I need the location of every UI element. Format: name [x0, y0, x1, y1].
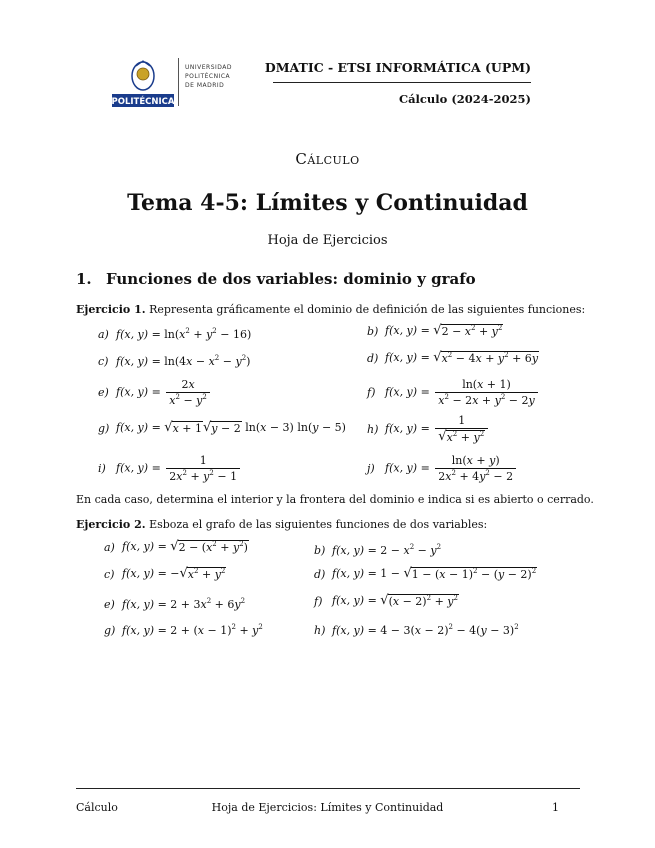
exercise-1-statement — [76, 303, 585, 316]
ex2-formula-b: f(x, $y) = 2 - x^2 - y^2$ — [332, 543, 442, 557]
ex2-formula-e: f(x, $y) = 2 + 3x^2 + 6y^2$ — [122, 597, 246, 611]
ex1-item-a — [98, 328, 251, 341]
ex1-formula-i: f(x, y) = $\frac{1}{2x^2 + y^2 - 1}$ — [116, 454, 242, 483]
ex1-item-i — [98, 454, 242, 483]
ex2-label-h: h) — [314, 624, 326, 637]
ex2-item-e — [104, 598, 245, 611]
ex1-formula-h: f(x, y) = 1 √ $x^2 + y^2$ — [385, 414, 490, 444]
ex1-item-e — [98, 378, 212, 407]
ex2-item-c — [104, 567, 226, 581]
subject-title: Cálculo — [295, 150, 360, 168]
ex1-label-a: a) — [98, 328, 109, 341]
ex2-item-h — [314, 624, 519, 637]
ex2-label-e: e) — [104, 598, 115, 611]
logo-text — [185, 63, 232, 90]
exercise-2-text: Esboza el grafo de las siguientes funciones de dos variables: — [149, 518, 488, 531]
ex2-item-b — [314, 544, 441, 557]
ex1-label-g: g) — [98, 421, 110, 435]
ex1-label-j: j) — [367, 462, 375, 475]
page-title: Tema 4-5: Límites y Continuidad — [127, 190, 528, 216]
exercise-1-text: Representa gráficamente el dominio de definición de las siguientes funciones: — [149, 303, 586, 316]
ex1-item-f — [367, 378, 540, 407]
logo-banner: POLITÉCNICA — [112, 97, 174, 107]
ex1-formula-g: f(x, y) = √ x + 1 √ y − 2 ln(x − 3) ln(y − 5) — [116, 420, 346, 435]
ex1-item-c — [98, 355, 250, 368]
footer-left: Cálculo — [76, 801, 118, 814]
ex2-formula-h: f(x, $y) = 4 - 3(x - 2)^2 - 4(y - 3)^2$ — [332, 623, 519, 637]
ex1-formula-j: f(x, y) = $\frac{\ln(x + y)}{2x^2 + 4y^2 - 2}$ — [385, 454, 518, 483]
ex1-item-g — [98, 421, 346, 435]
logo-line-1: UNIVERSIDAD — [185, 64, 233, 71]
section-title: Funciones de dos variables: dominio y grafo — [106, 270, 476, 288]
ex2-label-c: c) — [104, 567, 115, 581]
course-header: Cálculo (2024-2025) — [398, 92, 531, 106]
ex1-label-b: b) — [367, 324, 379, 338]
ex2-formula-a: f(x, y) = √ $2 - (x^2 + y^2)$ — [122, 539, 248, 554]
ex1-formula-b: f(x, y) = √ $2 - x^2 + y^2$ — [385, 323, 503, 338]
sheet-subtitle: Hoja de Ejercicios — [267, 233, 388, 248]
ex2-formula-d: f(x, y) = 1 − √ $1 - (x - 1)^2 - (y - 2)^2$ — [332, 566, 537, 581]
ex2-label-a: a) — [104, 540, 115, 554]
exercise-1-note: En cada caso, determina el interior y la frontera del dominio e indica si es abierto o cerrado. — [76, 493, 594, 506]
ex2-label-b: b) — [314, 544, 326, 557]
ex1-formula-d: f(x, y) = √ $x^2 - 4x + y^2 + 6y$ — [385, 350, 539, 365]
header-rule — [273, 82, 531, 83]
exercise-2-label: Ejercicio 2. — [76, 518, 146, 531]
ex1-label-h: h) — [367, 422, 379, 436]
ex2-formula-f: f(x, y) = √ $(x - 2)^2 + y^2$ — [332, 593, 458, 608]
logo-separator — [178, 58, 179, 106]
department-header: DMATIC - ETSI INFORMÁTICA (UPM) — [264, 60, 531, 75]
ex1-label-i: i) — [98, 462, 106, 475]
page-number: 1 — [552, 801, 559, 814]
footer-center: Hoja de Ejercicios: Límites y Continuidad — [211, 801, 444, 814]
ex1-item-j — [367, 454, 518, 483]
ex2-item-g — [104, 624, 263, 637]
exercise-2-statement — [76, 518, 487, 531]
ex1-item-d — [367, 351, 539, 365]
ex1-label-c: c) — [98, 355, 109, 368]
ex1-formula-e: f(x, y) = $\frac{2x}{x^2 - y^2}$ — [116, 378, 212, 407]
ex1-item-b — [367, 324, 503, 338]
ex2-label-g: g) — [104, 624, 116, 637]
ex1-label-d: d) — [367, 351, 379, 365]
section-number: 1. — [76, 270, 92, 288]
ex2-label-d: d) — [314, 567, 326, 581]
logo-line-3: DE MADRID — [185, 82, 225, 89]
ex1-formula-c: f(x, $y) = \ln(4x - x^2 - y^2)$ — [116, 354, 251, 368]
ex2-formula-g: f(x, $y) = 2 + (x - 1)^2 + y^2$ — [122, 623, 263, 637]
ex1-item-h — [367, 414, 490, 444]
ex2-item-d — [314, 567, 537, 581]
ex1-label-f: f) — [367, 386, 376, 399]
ex2-item-f — [314, 594, 459, 608]
ex1-formula-a: f(x, $y) = \ln(x^2 + y^2 - 16)$ — [116, 327, 252, 341]
footer-rule — [76, 788, 580, 789]
ex1-formula-f: f(x, y) = $\frac{\ln(x + 1)}{x^2 - 2x + y^2 - 2y}$ — [385, 378, 540, 407]
upm-logo — [112, 58, 174, 108]
ex2-label-f: f) — [314, 594, 323, 608]
ex2-formula-c: f(x, y) = − √ $x^2 + y^2$ — [122, 566, 226, 581]
exercise-1-label: Ejercicio 1. — [76, 303, 146, 316]
ex2-item-a — [104, 540, 249, 554]
ex1-label-e: e) — [98, 386, 109, 399]
logo-line-2: POLITÉCNICA — [185, 73, 231, 80]
section-heading — [76, 270, 476, 288]
